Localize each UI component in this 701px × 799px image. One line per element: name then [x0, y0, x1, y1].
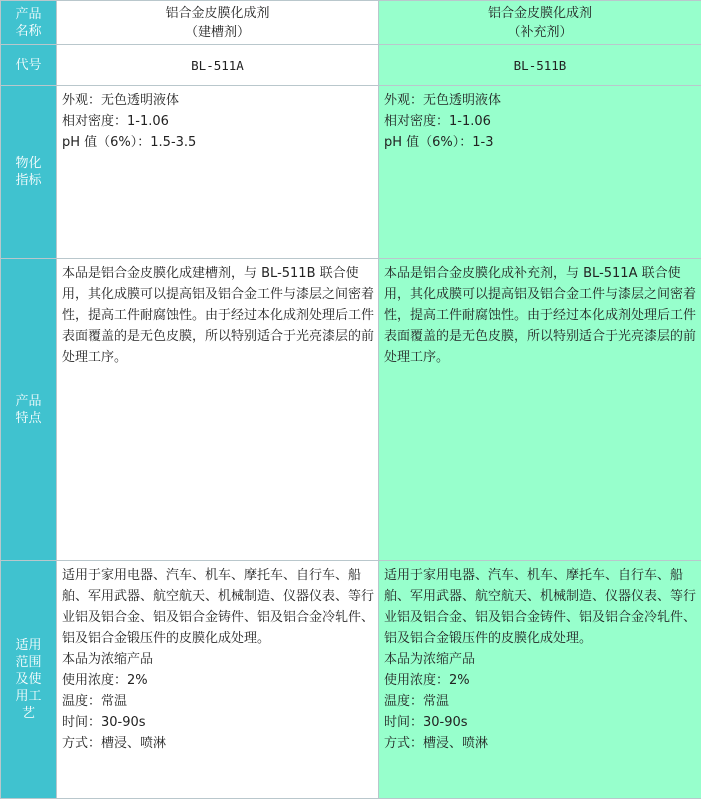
density-a: 相对密度：1-1.06 — [62, 111, 374, 132]
scope-a: 适用于家用电器、汽车、机车、摩托车、自行车、船舶、军用武器、航空航天、机械制造、仪器仪表、等行业铝及铝合金、铝及铝合金铸件、铝及铝合金冷轧件、铝及铝合金锻压件的皮膜化成处理。 — [62, 565, 374, 649]
label-product-name: 产品名称 — [14, 6, 44, 40]
name-a-title: 铝合金皮膜化成剂 — [57, 4, 378, 23]
appearance-b: 外观：无色透明液体 — [384, 90, 697, 111]
code-a: BL-511A — [57, 45, 379, 86]
header-cell-code — [1, 45, 57, 86]
name-b-subtitle: （补充剂） — [379, 23, 701, 42]
row-physchem — [1, 86, 701, 259]
name-b-title: 铝合金皮膜化成剂 — [379, 4, 701, 23]
header-cell-product-name — [1, 1, 57, 45]
method-b: 方式：槽浸、喷淋 — [384, 733, 697, 754]
label-code: 代号 — [14, 57, 44, 74]
concentrate-note-a: 本品为浓缩产品 — [62, 649, 374, 670]
time-a: 时间：30-90s — [62, 712, 374, 733]
cell-physchem-b — [379, 86, 701, 259]
ph-a: pH 值（6%）：1.5-3.5 — [62, 132, 374, 153]
header-cell-features — [1, 259, 57, 561]
density-b: 相对密度：1-1.06 — [384, 111, 697, 132]
method-a: 方式：槽浸、喷淋 — [62, 733, 374, 754]
cell-physchem-a — [57, 86, 379, 259]
code-b: BL-511B — [379, 45, 701, 86]
temperature-a: 温度：常温 — [62, 691, 374, 712]
features-a: 本品是铝合金皮膜化成建槽剂，与 BL-511B 联合使用，其化成膜可以提高铝及铝合金工件与漆层之间密着性，提高工件耐腐蚀性。由于经过本化成剂处理后工件表面覆盖的是无色皮膜，所以特别适合于光亮漆层的前处理工序。 — [57, 259, 379, 561]
time-b: 时间：30-90s — [384, 712, 697, 733]
ph-b: pH 值（6%）：1-3 — [384, 132, 697, 153]
features-b: 本品是铝合金皮膜化成补充剂，与 BL-511A 联合使用，其化成膜可以提高铝及铝合金工件与漆层之间密着性，提高工件耐腐蚀性。由于经过本化成剂处理后工件表面覆盖的是无色皮膜，所以特别适合于光亮漆层的前处理工序。 — [379, 259, 701, 561]
cell-usage-b — [379, 561, 701, 799]
header-cell-physchem — [1, 86, 57, 259]
row-features — [1, 259, 701, 561]
concentrate-note-b: 本品为浓缩产品 — [384, 649, 697, 670]
cell-usage-a — [57, 561, 379, 799]
scope-b: 适用于家用电器、汽车、机车、摩托车、自行车、船舶、军用武器、航空航天、机械制造、仪器仪表、等行业铝及铝合金、铝及铝合金铸件、铝及铝合金冷轧件、铝及铝合金锻压件的皮膜化成处理。 — [384, 565, 697, 649]
row-usage — [1, 561, 701, 799]
row-code — [1, 45, 701, 86]
label-usage: 适用范围及使用工艺 — [14, 637, 44, 722]
concentration-a: 使用浓度：2% — [62, 670, 374, 691]
header-cell-usage — [1, 561, 57, 799]
name-a-subtitle: （建槽剂） — [57, 23, 378, 42]
cell-name-a — [57, 1, 379, 45]
appearance-a: 外观：无色透明液体 — [62, 90, 374, 111]
temperature-b: 温度：常温 — [384, 691, 697, 712]
concentration-b: 使用浓度：2% — [384, 670, 697, 691]
cell-name-b — [379, 1, 701, 45]
label-features: 产品特点 — [14, 393, 44, 427]
row-product-name — [1, 1, 701, 45]
label-physchem: 物化指标 — [14, 155, 44, 189]
